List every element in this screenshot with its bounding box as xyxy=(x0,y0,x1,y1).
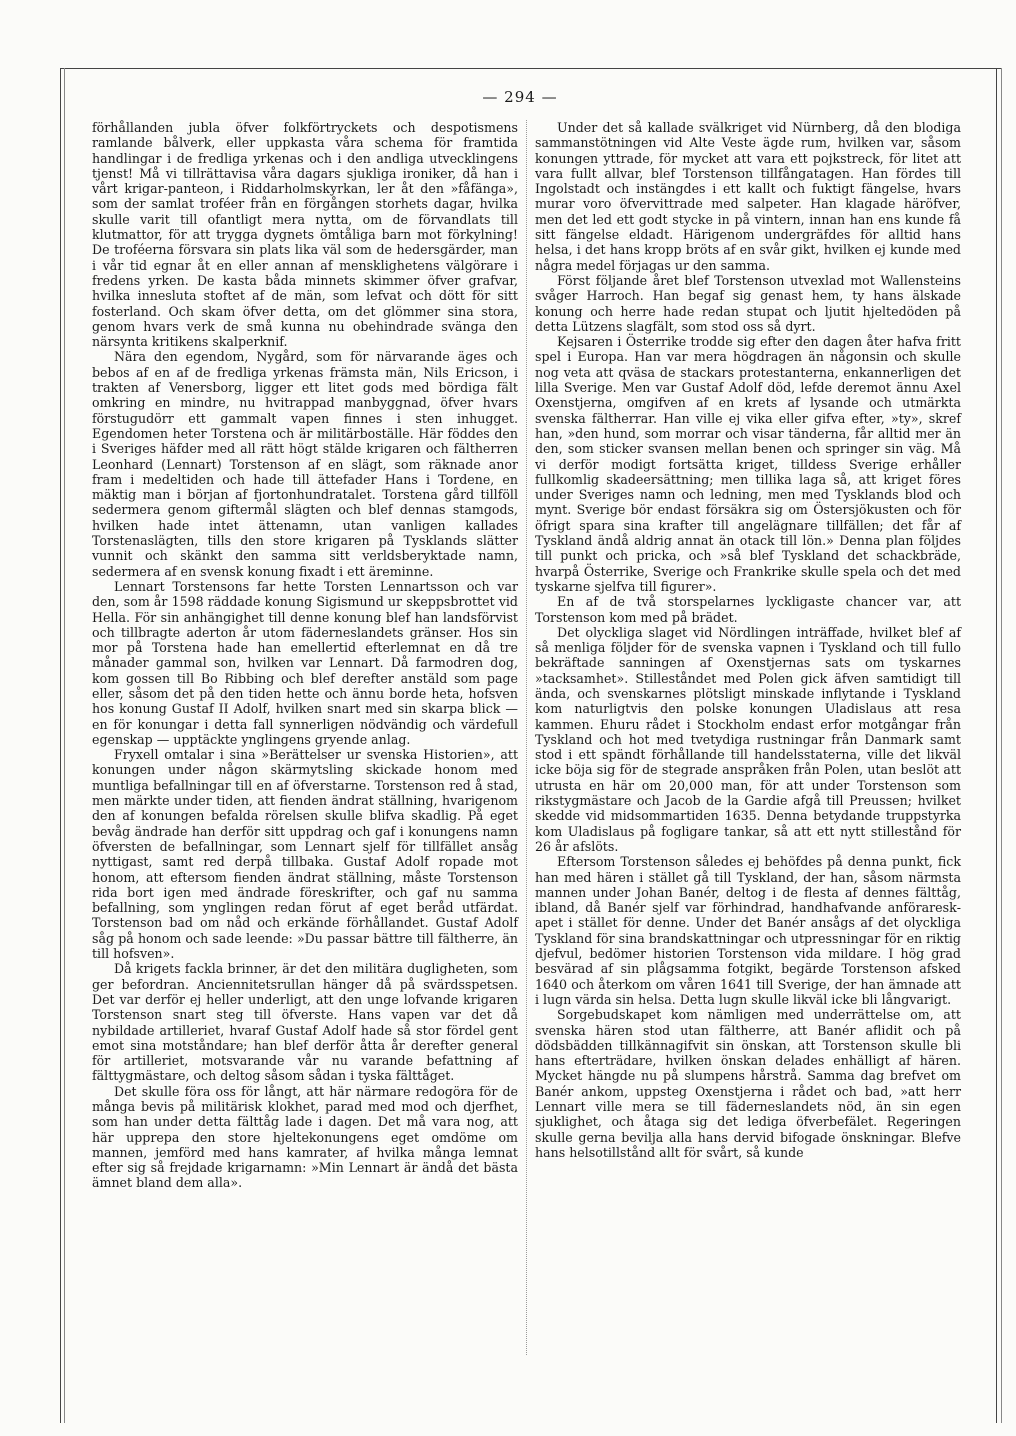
right-paragraph-5: Det olyckliga slaget vid Nördlingen inträffade, hvilket blef af så menliga följder för de svenska vapnen i Tyskland och till fullo bekräftade sanningen af Oxenstjernas sats om tyskarnes »tacksamhet». Stilleståndet med Polen gick äfven samtidigt till ända, och svenskarnes plötsligt minskade inflytande i Tyskland kom naturligtvis den polske konungen Uladislaus att resa kammen. Ehuru rådet i Stockholm endast erfor motgångar från Tyskland och hot med tvetydiga rustningar från Danmark samt stod i ett spändt förhållande till handelsstaterna, ville det likväl icke böja sig för de stegrade anspråken från Polen, utan beslöt att utrusta en här om 20,000 man, för att under Torstenson som rikstygmästare och Jacob de la Gardie afgå till Preussen; hvilket skedde vid midsommartiden 1635. Denna betydande truppstyrka kom Uladislaus på fogligare tankar, så att ett nytt stillestånd för 26 år afslöts. xyxy=(535,624,961,854)
left-paragraph-1: förhållanden jubla öfver folkförtryckets och despotismens ramlande bålverk, eller uppkasta våra schema för framtida handlingar i de fredliga yrkenas och i den andliga utvecklingens tjenst! Må vi tillrättavisa våra dagars sjukliga ironiker, då han i vårt krigar-panteon, i Riddarholmskyrkan, ler åt den »fåfänga», som der samlat troféer från en förgången storhets dagar, hvilka skulle varit till ofantligt mera nytta, om de förvandlats till klutmattor, för att trygga dygnets ömtåliga barn mot förkylning! De troféerna försvara sin plats lika väl som de hedersgärder, man i vår tid egnar åt en eller annan af mensklighetens välgörare i fredens yrken. De kasta båda minnets skimmer öfver grafvar, hvilka innesluta stoftet af de män, som lefvat och dött för sitt fosterland. Och skam öfver detta, om det glömmer sina stora, genom hvars verk de små kunna nu obehindrade svänga den närsynta kritikens skalperknif. xyxy=(92,120,518,350)
page-number: — 294 — xyxy=(482,88,558,106)
right-column xyxy=(535,120,961,1160)
right-paragraph-4: En af de två storspelarnes lyckligaste chancer var, att Torstenson kom med på brädet. xyxy=(535,594,961,625)
right-paragraph-3: Kejsaren i Österrike trodde sig efter den dagen åter hafva fritt spel i Europa. Han var mera högdragen än någonsin och skulle nog veta att qväsa de stackars protestanterna, enkannerligen det lilla Sverige. Men var Gustaf Adolf död, lefde deremot ännu Axel Oxenstjerna, omgifven af en krets af lysande och utmärkta svenska fältherrar. Han ville ej vika eller gifva efter, »ty», skref han, »den hund, som morrar och visar tänderna, får alltid mer än den, som sticker svansen mellan benen och springer sin väg. Må vi derför modigt fortsätta kriget, tilldess Sverige erhåller fullkomlig skadeersättning; men tillika laga så, att kriget föres under Sveriges namn och ledning, men med Tysklands blod och mynt. Sverige bör endast försäkra sig om Östersjökusten och för öfrigt spara sina krafter till angelägnare tillfällen; det får af Tyskland ändå aldrig annat än otack till lön.» Denna plan följdes till punkt och pricka, och »så blef Tyskland det schackbräde, hvarpå Österrike, Sverige och Frankrike skulle spela och det med tyskarne sjelfva till figurer». xyxy=(535,334,961,594)
page-border-top xyxy=(60,68,1001,69)
left-paragraph-6: Det skulle föra oss för långt, att här närmare redogöra för de många bevis på militärisk klokhet, parad med mod och djerfhet, som han under detta fälttåg lade i dagen. Det må vara nog, att här upprepa den store hjeltekonungens eget omdöme om mannen, jemförd med hans kamrater, af hvilka många lemnat efter sig så frejdade krigarnamn: »Min Lennart är ändå det bästa ämnet bland dem alla». xyxy=(92,1083,518,1191)
right-paragraph-1: Under det så kallade svälkriget vid Nürnberg, då den blodiga sammanstötningen vid Alte Veste ägde rum, hvilken var, såsom konungen yttrade, för mycket att vara ett pojkstreck, för litet att vara fullt allvar, blef Torstenson tillfångatagen. Han fördes till Ingolstadt och instängdes i ett kallt och fuktigt fängelse, hvars murar voro öfvervittrade med salpeter. Han klagade häröfver, men det led ett godt stycke in på vintern, innan han ens kunde få sitt fängelse eldadt. Härigenom undergräfdes för alltid hans helsa, i det hans kropp bröts af en svår gikt, hvilken ej kunde med några medel förjagas ur den samma. xyxy=(535,120,961,273)
page-border-left-inner xyxy=(64,68,65,1423)
left-column xyxy=(92,120,518,1191)
right-paragraph-7: Sorgebudskapet kom nämligen med underrättelse om, att svenska hären stod utan fältherre, att Banér aflidit och på dödsbädden tillkännagifvit sin önskan, att Torstenson skulle bli hans efterträdare, hvilken önskan delades enhälligt af hären. Mycket hängde nu på slumpens hårstrå. Samma dag brefvet om Banér ankom, uppsteg Oxenstjerna i rådet och bad, »att herr Lennart ville mera se till fäderneslandets nöd, än sin egen sjuklighet, och åtaga sig det lediga öfverbefälet. Regeringen skulle gerna bevilja alla hans dervid bifogade önskningar. Blefve hans helsotillstånd allt för svårt, så kunde xyxy=(535,1007,961,1160)
page-border-right xyxy=(996,68,997,1423)
column-divider xyxy=(526,120,527,1355)
right-paragraph-6: Eftersom Torstenson således ej behöfdes på denna punkt, fick han med hären i stället gå till Tyskland, der han, såsom närmsta mannen under Johan Banér, deltog i de flesta af dennes fälttåg, ibland, då Banér sjelf var förhindrad, handhafvande anförareskapet i stället för denne. Under det Banér ansågs af det olyckliga Tyskland för sina brandskattningar och utpressningar för en riktig djefvul, bedömer historien Torstenson vida mildare. I hög grad besvärad af sin plågsamma fotgikt, begärde Torstenson afsked 1640 och återkom om våren 1641 till Sverige, der han ämnade att i lugn värda sin helsa. Detta lugn skulle likväl icke bli långvarigt. xyxy=(535,854,961,1007)
left-paragraph-2: Nära den egendom, Nygård, som för närvarande äges och bebos af en af de fredliga yrkenas främsta män, Nils Ericson, i trakten af Venersborg, ligger ett litet gods med bördiga fält omkring en mindre, nu hvitrappad manbyggnad, öfver hvars förstugudörr ett gammalt vapen finnes i sten inhugget. Egendomen heter Torstena och är militärboställe. Här föddes den i Sveriges häfder med all rätt högt stälde krigaren och fältherren Leonhard (Lennart) Torstenson af en slägt, som räknade anor fram i medeltiden och hade till ättefader Hans i Tordene, en mäktig man i början af fjortonhundratalet. Torstena gård tillföll sedermera genom giftermål slägten och blef dennas stamgods, hvilken hade intet ättenamn, utan vanligen kallades Torstenaslägten, tills den store krigaren på Tysklands slätter vunnit och skänkt den samma sitt verldsberyktade namn, sedermera af en svensk konung fixadt i ett äreminne. xyxy=(92,349,518,579)
page-border-right-inner xyxy=(1001,68,1002,1423)
right-paragraph-2: Först följande året blef Torstenson utvexlad mot Wallensteins svåger Harroch. Han begaf sig genast hem, ty hans älskade konung och herre hade redan stupat och ljutit hjeltedöden på detta Lützens slagfält, som stod oss så dyrt. xyxy=(535,272,961,334)
left-paragraph-3: Lennart Torstensons far hette Torsten Lennartsson och var den, som år 1598 räddade konung Sigismund ur skeppsbrottet vid Hella. För sin anhängighet till denne konung blef han landsförvist och tillbragte aderton år utom fäderneslandets gränser. Hos sin mor på Torstena hade han emellertid efterlemnat en då tre månader gammal son, hvilken var Lennart. Då farmodren dog, kom gossen till Bo Ribbing och blef derefter anstäld som page eller, såsom det på den tiden hette och ännu borde heta, hofsven hos konung Gustaf II Adolf, hvilken snart med sin skarpa blick — en för konungar i detta fall synnerligen nödvändig och värdefull egenskap — upptäckte ynglingens gryende anlag. xyxy=(92,578,518,747)
left-paragraph-5: Då krigets fackla brinner, är det den militära dugligheten, som ger befordran. Anciennitetsrullan hänger då på svärdsspetsen. Det var derför ej heller underligt, att den unge lofvande krigaren Torstenson snart steg till öfverste. Hans vapen var det då nybildade artilleriet, hvaraf Gustaf Adolf hade så stor fördel gent emot sina motståndare; han blef derför åtta år derefter general för artilleriet, motsvarande vår nu varande befattning af fälttygmästare, och deltog såsom sådan i tyska fälttåget. xyxy=(92,961,518,1084)
left-paragraph-4: Fryxell omtalar i sina »Berättelser ur svenska Historien», att konungen under någon skärmytsling skickade honom med muntliga befallningar till en af öfverstarne. Torstenson red å stad, men märkte under tiden, att fienden ändrat ställning, hvarigenom den af konungen befalda rörelsen skulle blifva skadlig. På eget bevåg ändrade han derför sitt uppdrag och gaf i konungens namn öfversten de befallningar, som Lennart sjelf för tillfället ansåg nyttigast, samt red derpå tillbaka. Gustaf Adolf ropade mot honom, att eftersom fienden ändrat ställning, måste Torstenson rida bort igen med ändrade föreskrifter, och gaf nu samma befallning, som ynglingen redan förut af eget beråd utfärdat. Torstenson bad om nåd och erkände förhållandet. Gustaf Adolf såg på honom och sade leende: »Du passar bättre till fältherre, än till hofsven». xyxy=(92,747,518,962)
page-border-left xyxy=(60,68,61,1423)
